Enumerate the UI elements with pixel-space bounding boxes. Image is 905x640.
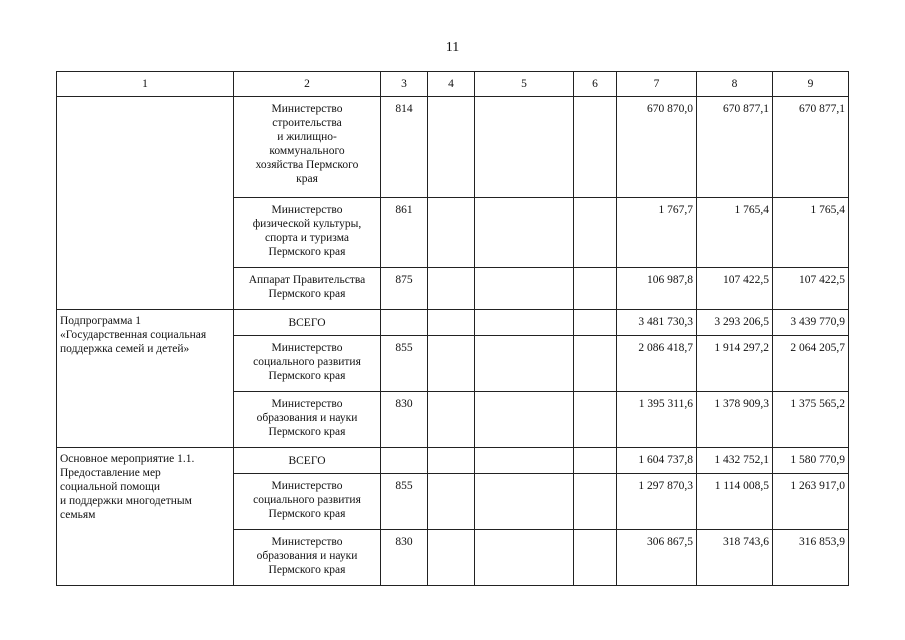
empty-cell — [574, 392, 617, 448]
code-cell — [381, 448, 428, 474]
empty-cell — [428, 198, 475, 268]
code-cell: 861 — [381, 198, 428, 268]
amount-cell-8: 3 293 206,5 — [697, 310, 773, 336]
empty-cell — [475, 198, 574, 268]
amount-cell-9: 107 422,5 — [773, 268, 849, 310]
header-cell-2: 2 — [234, 72, 381, 97]
amount-cell-8: 1 914 297,2 — [697, 336, 773, 392]
empty-cell — [574, 268, 617, 310]
table-row — [57, 448, 849, 474]
agency-cell: Министерство образования и науки Пермского края — [234, 530, 381, 586]
program-cell: Подпрограмма 1 «Государственная социальная поддержка семей и детей» — [57, 310, 234, 448]
amount-cell-7: 1 395 311,6 — [617, 392, 697, 448]
code-cell: 830 — [381, 530, 428, 586]
code-cell: 855 — [381, 336, 428, 392]
amount-cell-7: 1 297 870,3 — [617, 474, 697, 530]
empty-cell — [428, 392, 475, 448]
empty-cell — [428, 268, 475, 310]
header-row — [57, 72, 849, 97]
empty-cell — [574, 310, 617, 336]
amount-cell-9: 670 877,1 — [773, 97, 849, 198]
empty-cell — [428, 97, 475, 198]
empty-cell — [475, 268, 574, 310]
empty-cell — [475, 448, 574, 474]
amount-cell-9: 3 439 770,9 — [773, 310, 849, 336]
amount-cell-9: 1 375 565,2 — [773, 392, 849, 448]
empty-cell — [475, 474, 574, 530]
amount-cell-8: 1 765,4 — [697, 198, 773, 268]
empty-cell — [428, 474, 475, 530]
activity-cell: Основное мероприятие 1.1. Предоставление мер социальной помощи и поддержки многодетным семьям — [57, 448, 234, 586]
amount-cell-7: 3 481 730,3 — [617, 310, 697, 336]
total-label-cell: ВСЕГО — [234, 310, 381, 336]
amount-cell-7: 1 604 737,8 — [617, 448, 697, 474]
budget-table — [56, 71, 849, 586]
amount-cell-9: 1 580 770,9 — [773, 448, 849, 474]
empty-cell — [574, 530, 617, 586]
empty-cell — [475, 97, 574, 198]
empty-cell — [574, 474, 617, 530]
header-cell-7: 7 — [617, 72, 697, 97]
code-cell: 830 — [381, 392, 428, 448]
header-cell-4: 4 — [428, 72, 475, 97]
agency-cell: Аппарат Правительства Пермского края — [234, 268, 381, 310]
code-cell: 875 — [381, 268, 428, 310]
code-cell — [381, 310, 428, 336]
empty-cell — [475, 336, 574, 392]
agency-cell: Министерство строительства и жилищно- коммунального хозяйства Пермского края — [234, 97, 381, 198]
header-cell-9: 9 — [773, 72, 849, 97]
empty-cell — [574, 198, 617, 268]
amount-cell-8: 1 432 752,1 — [697, 448, 773, 474]
code-cell: 814 — [381, 97, 428, 198]
code-cell: 855 — [381, 474, 428, 530]
amount-cell-8: 1 378 909,3 — [697, 392, 773, 448]
amount-cell-8: 1 114 008,5 — [697, 474, 773, 530]
amount-cell-9: 1 263 917,0 — [773, 474, 849, 530]
empty-cell — [475, 310, 574, 336]
amount-cell-7: 2 086 418,7 — [617, 336, 697, 392]
header-cell-8: 8 — [697, 72, 773, 97]
amount-cell-7: 670 870,0 — [617, 97, 697, 198]
table-row — [57, 97, 849, 198]
program-cell-empty — [57, 97, 234, 310]
total-label-cell: ВСЕГО — [234, 448, 381, 474]
empty-cell — [574, 336, 617, 392]
amount-cell-8: 318 743,6 — [697, 530, 773, 586]
amount-cell-8: 670 877,1 — [697, 97, 773, 198]
agency-cell: Министерство образования и науки Пермского края — [234, 392, 381, 448]
amount-cell-8: 107 422,5 — [697, 268, 773, 310]
empty-cell — [574, 97, 617, 198]
amount-cell-9: 2 064 205,7 — [773, 336, 849, 392]
empty-cell — [428, 530, 475, 586]
empty-cell — [428, 336, 475, 392]
agency-cell: Министерство социального развития Пермского края — [234, 336, 381, 392]
empty-cell — [574, 448, 617, 474]
amount-cell-7: 306 867,5 — [617, 530, 697, 586]
amount-cell-7: 1 767,7 — [617, 198, 697, 268]
empty-cell — [475, 392, 574, 448]
agency-cell: Министерство физической культуры, спорта и туризма Пермского края — [234, 198, 381, 268]
empty-cell — [428, 310, 475, 336]
page-number: 11 — [445, 40, 460, 55]
header-cell-5: 5 — [475, 72, 574, 97]
header-cell-1: 1 — [57, 72, 234, 97]
amount-cell-9: 1 765,4 — [773, 198, 849, 268]
empty-cell — [475, 530, 574, 586]
amount-cell-7: 106 987,8 — [617, 268, 697, 310]
table-row — [57, 310, 849, 336]
header-cell-3: 3 — [381, 72, 428, 97]
empty-cell — [428, 448, 475, 474]
agency-cell: Министерство социального развития Пермского края — [234, 474, 381, 530]
amount-cell-9: 316 853,9 — [773, 530, 849, 586]
header-cell-6: 6 — [574, 72, 617, 97]
